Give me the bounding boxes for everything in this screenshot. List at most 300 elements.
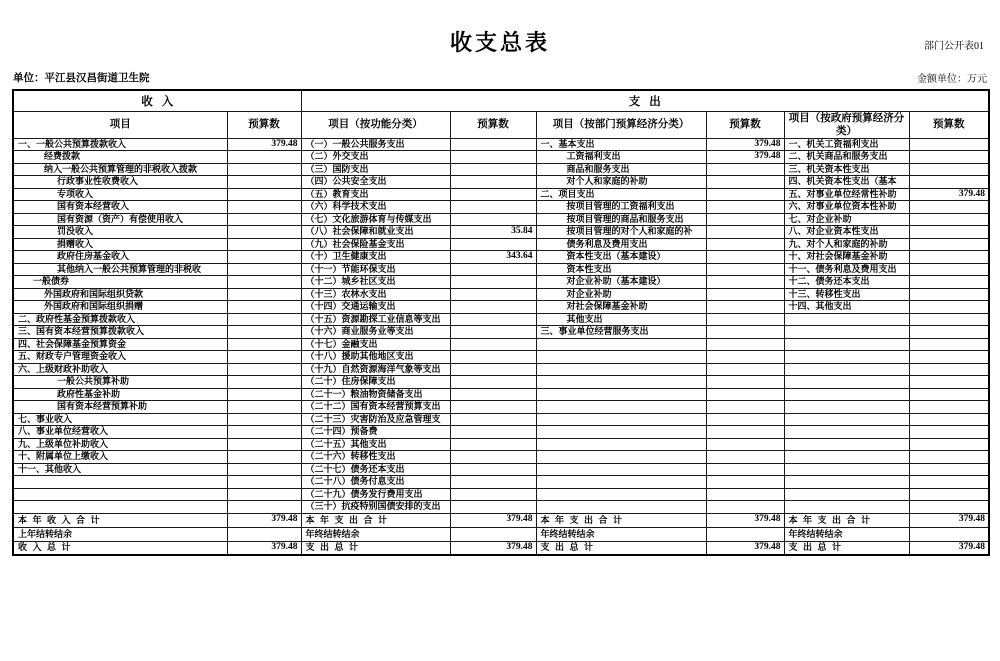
value-cell [227, 476, 301, 489]
item-cell: 经费拨款 [13, 151, 227, 164]
item-cell: （二十七）债务还本支出 [301, 463, 450, 476]
table-row [13, 438, 989, 451]
item-cell [536, 338, 706, 351]
summary-row [13, 527, 989, 541]
item-cell [536, 388, 706, 401]
value-cell [706, 301, 784, 314]
value-cell [227, 501, 301, 514]
income-section-header: 收入 [13, 90, 301, 111]
value-cell [450, 326, 536, 339]
item-cell: 其他支出 [536, 313, 706, 326]
item-cell: 七、对企业补助 [784, 213, 909, 226]
value-cell [706, 376, 784, 389]
table-row [13, 238, 989, 251]
summary-row [13, 513, 989, 527]
value-cell [227, 288, 301, 301]
value-cell [706, 451, 784, 464]
summary-value-cell [909, 527, 989, 541]
item-cell [536, 463, 706, 476]
value-cell [227, 463, 301, 476]
item-cell: 四、机关资本性支出（基本 [784, 176, 909, 189]
summary-label-cell: 支 出 总 计 [536, 541, 706, 555]
item-cell [13, 476, 227, 489]
item-cell: 三、事业单位经营服务支出 [536, 326, 706, 339]
value-cell [909, 463, 989, 476]
item-cell: 国有资源（资产）有偿使用收入 [13, 213, 227, 226]
value-cell [450, 163, 536, 176]
item-cell [784, 426, 909, 439]
summary-row [13, 541, 989, 555]
item-cell: 十一、其他收入 [13, 463, 227, 476]
item-cell: 资本性支出 [536, 263, 706, 276]
item-cell [536, 488, 706, 501]
item-cell: 外国政府和国际组织贷款 [13, 288, 227, 301]
value-cell [706, 226, 784, 239]
value-cell [909, 301, 989, 314]
value-cell [706, 276, 784, 289]
item-cell: 国有资本经营收入 [13, 201, 227, 214]
item-cell [784, 363, 909, 376]
column-header-income-item: 项目 [13, 111, 227, 138]
page-title: 收支总表 [449, 30, 550, 55]
item-cell: （二十六）转移性支出 [301, 451, 450, 464]
amount-unit-label: 金额单位：万元 [917, 74, 987, 85]
value-cell [227, 313, 301, 326]
summary-value-cell [450, 527, 536, 541]
item-cell: （二十三）灾害防治及应急管理支 [301, 413, 450, 426]
item-cell: 专项收入 [13, 188, 227, 201]
table-row [13, 488, 989, 501]
form-code-label: 部门公开表01 [924, 41, 984, 52]
table-row [13, 288, 989, 301]
value-cell [706, 501, 784, 514]
value-cell [706, 363, 784, 376]
item-cell [784, 338, 909, 351]
value-cell [706, 438, 784, 451]
table-row [13, 326, 989, 339]
item-cell [784, 501, 909, 514]
item-cell: 按项目管理的对个人和家庭的补 [536, 226, 706, 239]
value-cell [227, 263, 301, 276]
value-cell [227, 438, 301, 451]
item-cell: （二）外交支出 [301, 151, 450, 164]
item-cell: （二十九）债务发行费用支出 [301, 488, 450, 501]
summary-value-cell: 379.48 [450, 541, 536, 555]
item-cell: （三十）抗疫特别国债安排的支出 [301, 501, 450, 514]
value-cell [450, 301, 536, 314]
item-cell: 八、事业单位经营收入 [13, 426, 227, 439]
item-cell [784, 351, 909, 364]
item-cell: 债务利息及费用支出 [536, 238, 706, 251]
item-cell: 对社会保障基金补助 [536, 301, 706, 314]
column-header-func-budget: 预算数 [450, 111, 536, 138]
value-cell [706, 288, 784, 301]
unit-label: 单位：平江县汉昌街道卫生院 [13, 72, 150, 84]
item-cell: （十六）商业服务业等支出 [301, 326, 450, 339]
item-cell [784, 388, 909, 401]
value-cell [227, 226, 301, 239]
item-cell [536, 413, 706, 426]
item-cell: 五、财政专户管理资金收入 [13, 351, 227, 364]
item-cell: （九）社会保险基金支出 [301, 238, 450, 251]
item-cell: 二、项目支出 [536, 188, 706, 201]
item-cell: 八、对企业资本性支出 [784, 226, 909, 239]
item-cell [536, 363, 706, 376]
summary-label-cell: 本 年 支 出 合 计 [301, 513, 450, 527]
table-row [13, 263, 989, 276]
item-cell: 一、机关工资福利支出 [784, 138, 909, 151]
value-cell [706, 338, 784, 351]
summary-value-cell: 379.48 [450, 513, 536, 527]
summary-value-cell [227, 527, 301, 541]
value-cell [227, 351, 301, 364]
table-row [13, 401, 989, 414]
value-cell [450, 338, 536, 351]
item-cell: （十九）自然资源海洋气象等支出 [301, 363, 450, 376]
section-header-row [13, 90, 989, 111]
value-cell [909, 176, 989, 189]
value-cell: 379.48 [706, 151, 784, 164]
item-cell: 十、对社会保障基金补助 [784, 251, 909, 264]
item-cell: 十三、转移性支出 [784, 288, 909, 301]
summary-label-cell: 年终结转结余 [301, 527, 450, 541]
item-cell [536, 451, 706, 464]
value-cell [450, 426, 536, 439]
item-cell [784, 451, 909, 464]
report-page [0, 26, 1000, 556]
item-cell: （十三）农林水支出 [301, 288, 450, 301]
value-cell [227, 301, 301, 314]
value-cell [227, 276, 301, 289]
table-row [13, 313, 989, 326]
value-cell [706, 201, 784, 214]
item-cell: 二、政府性基金预算拨款收入 [13, 313, 227, 326]
value-cell [450, 201, 536, 214]
item-cell: （十四）交通运输支出 [301, 301, 450, 314]
table-row [13, 151, 989, 164]
column-header-gov-budget: 预算数 [909, 111, 989, 138]
value-cell [227, 363, 301, 376]
value-cell [706, 351, 784, 364]
item-cell [536, 351, 706, 364]
item-cell [784, 438, 909, 451]
value-cell [909, 138, 989, 151]
summary-label-cell: 本 年 收 入 合 计 [13, 513, 227, 527]
item-cell: 一般债券 [13, 276, 227, 289]
value-cell [227, 163, 301, 176]
value-cell [909, 351, 989, 364]
value-cell [450, 351, 536, 364]
column-header-dept-item: 项目（按部门预算经济分类） [536, 111, 706, 138]
value-cell [706, 476, 784, 489]
table-row [13, 251, 989, 264]
item-cell: 一、基本支出 [536, 138, 706, 151]
value-cell [227, 413, 301, 426]
table-row [13, 176, 989, 189]
summary-value-cell: 379.48 [909, 541, 989, 555]
item-cell [13, 501, 227, 514]
value-cell [450, 438, 536, 451]
table-row [13, 301, 989, 314]
value-cell [909, 401, 989, 414]
item-cell: （十八）援助其他地区支出 [301, 351, 450, 364]
item-cell: （四）公共安全支出 [301, 176, 450, 189]
summary-value-cell [706, 527, 784, 541]
table-row [13, 451, 989, 464]
item-cell: （十二）城乡社区支出 [301, 276, 450, 289]
table-row [13, 413, 989, 426]
item-cell: （二十一）粮油物资储备支出 [301, 388, 450, 401]
value-cell [450, 188, 536, 201]
column-header-income-budget: 预算数 [227, 111, 301, 138]
value-cell [706, 401, 784, 414]
value-cell: 379.48 [909, 188, 989, 201]
item-cell: 二、机关商品和服务支出 [784, 151, 909, 164]
column-header-dept-budget: 预算数 [706, 111, 784, 138]
value-cell [909, 338, 989, 351]
value-cell [909, 488, 989, 501]
item-cell [784, 463, 909, 476]
value-cell [450, 138, 536, 151]
value-cell [706, 263, 784, 276]
item-cell: 九、上级单位补助收入 [13, 438, 227, 451]
item-cell: （一）一般公共服务支出 [301, 138, 450, 151]
value-cell [909, 501, 989, 514]
table-row [13, 388, 989, 401]
value-cell: 379.48 [706, 138, 784, 151]
item-cell [784, 313, 909, 326]
value-cell [909, 226, 989, 239]
value-cell [909, 438, 989, 451]
value-cell [706, 388, 784, 401]
item-cell: 捐赠收入 [13, 238, 227, 251]
column-header-func-item: 项目（按功能分类） [301, 111, 450, 138]
table-row [13, 351, 989, 364]
summary-label-cell: 年终结转结余 [784, 527, 909, 541]
value-cell [227, 326, 301, 339]
item-cell: （二十二）国有资本经营预算支出 [301, 401, 450, 414]
value-cell [227, 201, 301, 214]
summary-label-cell: 上年结转结余 [13, 527, 227, 541]
value-cell [706, 426, 784, 439]
value-cell [706, 213, 784, 226]
item-cell: 对企业补助 [536, 288, 706, 301]
value-cell [909, 326, 989, 339]
item-cell: 商品和服务支出 [536, 163, 706, 176]
value-cell [450, 463, 536, 476]
value-cell [909, 238, 989, 251]
value-cell [909, 276, 989, 289]
item-cell: 外国政府和国际组织捐赠 [13, 301, 227, 314]
item-cell: 纳入一般公共预算管理的非税收入拨款 [13, 163, 227, 176]
table-row [13, 501, 989, 514]
item-cell [536, 501, 706, 514]
item-cell: 资本性支出（基本建设） [536, 251, 706, 264]
value-cell [450, 313, 536, 326]
item-cell: 三、国有资本经营预算拨款收入 [13, 326, 227, 339]
value-cell [909, 413, 989, 426]
value-cell [706, 313, 784, 326]
item-cell: 按项目管理的商品和服务支出 [536, 213, 706, 226]
value-cell: 379.48 [227, 138, 301, 151]
summary-label-cell: 支 出 总 计 [301, 541, 450, 555]
item-cell [536, 376, 706, 389]
table-row [13, 376, 989, 389]
value-cell [450, 476, 536, 489]
value-cell [909, 426, 989, 439]
value-cell [450, 413, 536, 426]
item-cell: 其他纳入一般公共预算管理的非税收 [13, 263, 227, 276]
value-cell [227, 176, 301, 189]
item-cell: （七）文化旅游体育与传媒支出 [301, 213, 450, 226]
item-cell: 工资福利支出 [536, 151, 706, 164]
item-cell: （八）社会保障和就业支出 [301, 226, 450, 239]
summary-label-cell: 本 年 支 出 合 计 [784, 513, 909, 527]
item-cell [536, 438, 706, 451]
summary-value-cell: 379.48 [909, 513, 989, 527]
item-cell [13, 488, 227, 501]
value-cell [227, 401, 301, 414]
value-cell [450, 388, 536, 401]
value-cell [227, 426, 301, 439]
value-cell [909, 213, 989, 226]
item-cell [536, 476, 706, 489]
value-cell [450, 488, 536, 501]
item-cell [784, 376, 909, 389]
table-row [13, 138, 989, 151]
item-cell [784, 476, 909, 489]
value-cell [909, 451, 989, 464]
value-cell [706, 326, 784, 339]
summary-label-cell: 年终结转结余 [536, 527, 706, 541]
item-cell: 七、事业收入 [13, 413, 227, 426]
value-cell [706, 413, 784, 426]
item-cell: （二十五）其他支出 [301, 438, 450, 451]
item-cell: 十二、债务还本支出 [784, 276, 909, 289]
value-cell [450, 213, 536, 226]
item-cell: 九、对个人和家庭的补助 [784, 238, 909, 251]
table-row [13, 188, 989, 201]
expense-section-header: 支出 [301, 90, 989, 111]
item-cell: （六）科学技术支出 [301, 201, 450, 214]
value-cell [450, 176, 536, 189]
item-cell: 按项目管理的工资福利支出 [536, 201, 706, 214]
item-cell: 五、对事业单位经常性补助 [784, 188, 909, 201]
table-row [13, 201, 989, 214]
summary-label-cell: 本 年 支 出 合 计 [536, 513, 706, 527]
summary-value-cell: 379.48 [706, 513, 784, 527]
value-cell [227, 213, 301, 226]
item-cell: （十）卫生健康支出 [301, 251, 450, 264]
item-cell: （二十四）预备费 [301, 426, 450, 439]
value-cell [909, 251, 989, 264]
item-cell: （五）教育支出 [301, 188, 450, 201]
item-cell: （十一）节能环保支出 [301, 263, 450, 276]
value-cell [227, 338, 301, 351]
value-cell [450, 376, 536, 389]
item-cell: 六、上级财政补助收入 [13, 363, 227, 376]
item-cell [536, 401, 706, 414]
item-cell: （二十）住房保障支出 [301, 376, 450, 389]
value-cell [706, 188, 784, 201]
item-cell: （十七）金融支出 [301, 338, 450, 351]
item-cell: 政府性基金补助 [13, 388, 227, 401]
value-cell [450, 401, 536, 414]
item-cell: 对企业补助（基本建设） [536, 276, 706, 289]
item-cell: 行政事业性收费收入 [13, 176, 227, 189]
item-cell: 政府住房基金收入 [13, 251, 227, 264]
table-row [13, 476, 989, 489]
income-expense-table [12, 89, 990, 556]
value-cell [706, 463, 784, 476]
item-cell: 一、一般公共预算拨款收入 [13, 138, 227, 151]
item-cell: 六、对事业单位资本性补助 [784, 201, 909, 214]
value-cell [227, 451, 301, 464]
value-cell [450, 363, 536, 376]
value-cell: 35.84 [450, 226, 536, 239]
value-cell [450, 151, 536, 164]
value-cell [706, 488, 784, 501]
column-header-gov-item: 项目（按政府预算经济分类） [784, 111, 909, 138]
value-cell [450, 288, 536, 301]
table-body [13, 138, 989, 555]
summary-value-cell: 379.48 [706, 541, 784, 555]
table-row [13, 276, 989, 289]
value-cell [227, 151, 301, 164]
item-cell: 十、附属单位上缴收入 [13, 451, 227, 464]
value-cell [450, 451, 536, 464]
value-cell [909, 476, 989, 489]
item-cell [536, 426, 706, 439]
value-cell [450, 263, 536, 276]
summary-label-cell: 支 出 总 计 [784, 541, 909, 555]
value-cell [706, 176, 784, 189]
item-cell: 对个人和家庭的补助 [536, 176, 706, 189]
value-cell [909, 376, 989, 389]
value-cell [909, 288, 989, 301]
value-cell [909, 151, 989, 164]
summary-label-cell: 收 入 总 计 [13, 541, 227, 555]
value-cell [706, 251, 784, 264]
value-cell [706, 238, 784, 251]
item-cell [784, 326, 909, 339]
table-row [13, 463, 989, 476]
item-cell: 国有资本经营预算补助 [13, 401, 227, 414]
summary-value-cell: 379.48 [227, 541, 301, 555]
item-cell: 三、机关资本性支出 [784, 163, 909, 176]
column-header-row [13, 111, 989, 138]
meta-row [13, 70, 987, 85]
value-cell [909, 263, 989, 276]
item-cell [784, 413, 909, 426]
item-cell: （三）国防支出 [301, 163, 450, 176]
value-cell [909, 388, 989, 401]
item-cell: 四、社会保障基金预算资金 [13, 338, 227, 351]
item-cell: 一般公共预算补助 [13, 376, 227, 389]
table-row [13, 338, 989, 351]
item-cell: （二十八）债务付息支出 [301, 476, 450, 489]
value-cell [227, 188, 301, 201]
value-cell [227, 376, 301, 389]
value-cell [450, 501, 536, 514]
table-row [13, 363, 989, 376]
item-cell: 罚没收入 [13, 226, 227, 239]
value-cell [450, 238, 536, 251]
value-cell [909, 363, 989, 376]
value-cell [450, 276, 536, 289]
item-cell: 十四、其他支出 [784, 301, 909, 314]
value-cell [227, 251, 301, 264]
